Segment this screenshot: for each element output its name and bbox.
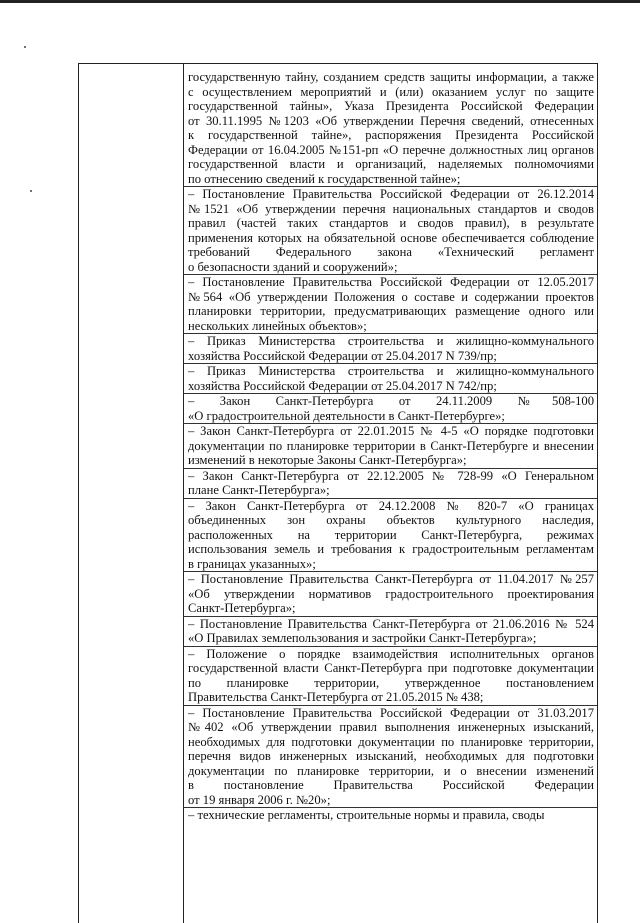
text-line: хозяйства Российской Федерации от 25.04.2017 N 742/пр; — [188, 378, 497, 393]
text-line: от 19 января 2006 г. №20»; — [188, 792, 331, 807]
text-line: к государственной тайне», распоряжения Президента Российской — [188, 128, 594, 142]
text-line: государственную тайну, созданием средств защиты информации, а также — [188, 70, 594, 84]
text-line: расположенных на территории Санкт-Петербурга, режимах — [188, 527, 594, 542]
scan-speck — [24, 46, 26, 48]
list-item — [188, 394, 594, 423]
text-line: нескольких линейных объектов»; — [188, 318, 367, 333]
scan-speck — [30, 190, 32, 192]
text-line: – Постановление Правительства Российской Федерации от 31.03.2017 — [188, 705, 594, 720]
text-line: – Положение о порядке взаимодействия исполнительных органов — [188, 646, 594, 661]
text-line: – Закон Санкт-Петербурга от 22.12.2005 № 728-99 «О Генеральном — [188, 468, 594, 483]
text-line: изменений в некоторые Законы Санкт-Петербурга»; — [188, 453, 467, 467]
text-line: применения которых на обязательной основе обеспечивается соблюдение — [188, 230, 594, 245]
text-line: №1521 «Об утверждении перечня национальных стандартов и сводов — [188, 201, 594, 216]
text-line: правил (частей таких стандартов и сводов правил), в результате — [188, 216, 594, 230]
text-line: использования земель и требования к градостроительным регламентам — [188, 542, 594, 556]
text-line: – Приказ Министерства строительства и жилищно-коммунального — [188, 334, 594, 348]
text-line: государственной власти Санкт-Петербурга при подготовке документации — [188, 661, 594, 675]
list-item — [188, 70, 594, 186]
text-line: в постановление Правительства Российской Федерации — [188, 778, 594, 792]
text-line: перечня видов инженерных изысканий, необходимых для подготовки — [188, 749, 594, 763]
text-line: «О Правилах землепользования и застройки Санкт-Петербурга»; — [188, 631, 537, 645]
text-line: – Закон Санкт-Петербурга от 24.12.2008 № 820-7 «О границах — [188, 498, 594, 513]
text-line: от 30.11.1995 №1203 «Об утверждении Перечня сведений, отнесенных — [188, 113, 594, 128]
column-divider — [183, 64, 184, 923]
text-line: государственной тайны», Указа Президента Российской Федерации — [188, 99, 594, 113]
list-item — [188, 334, 594, 363]
text-line: – Закон Санкт-Петербурга от 22.01.2015 № 4-5 «О порядке подготовки — [188, 424, 594, 438]
text-line: по планировке территории, утвержденное постановлением — [188, 675, 594, 690]
text-line: необходимых для подготовки документации по планировке территории, — [188, 734, 594, 749]
text-line: документации по планировке территории в Санкт-Петербурге и внесении — [188, 438, 594, 453]
list-item — [188, 187, 594, 274]
text-line: – Закон Санкт-Петербурга от 24.11.2009 №508-100 — [188, 394, 594, 408]
text-line: документации по планировке территории, и о внесении изменений — [188, 763, 594, 778]
text-line: – Постановление Правительства Санкт-Петербурга от 11.04.2017 №257 — [188, 572, 594, 586]
text-line: – Постановление Правительства Санкт-Петербурга от 21.06.2016 № 524 — [188, 616, 594, 631]
text-line: №402 «Об утверждении правил выполнения инженерных изысканий, — [188, 720, 594, 734]
text-line: хозяйства Российской Федерации от 25.04.2017 N 739/пр; — [188, 348, 497, 363]
text-line: – Приказ Министерства строительства и жилищно-коммунального — [188, 364, 594, 378]
list-item — [188, 469, 594, 498]
text-line: «Об утверждении нормативов градостроительного проектирования — [188, 586, 594, 601]
text-line: Санкт-Петербурга»; — [188, 601, 296, 615]
text-line: – Постановление Правительства Российской Федерации от 26.12.2014 — [188, 187, 594, 201]
document-table — [78, 63, 598, 923]
list-item — [188, 364, 594, 393]
text-line: – Постановление Правительства Российской Федерации от 12.05.2017 — [188, 275, 594, 289]
text-line: с осуществлением мероприятий и (или) оказанием услуг по защите — [188, 84, 594, 99]
text-line: требований Федерального закона «Технический регламент — [188, 245, 594, 259]
table-cell-content — [188, 70, 594, 823]
list-item — [188, 572, 594, 616]
text-line: по отнесению сведений к государственной тайне»; — [188, 171, 461, 186]
text-line: плане Санкт-Петербурга»; — [188, 483, 330, 497]
list-item — [188, 647, 594, 705]
text-line: – технические регламенты, строительные нормы и правила, своды — [188, 808, 545, 822]
text-line: объединенных зон охраны объектов культурного наследия, — [188, 513, 594, 527]
text-line: о безопасности зданий и сооружений»; — [188, 259, 398, 274]
text-line: Федерации от 16.04.2005 №151-рп «О перечне должностных лиц органов — [188, 142, 594, 157]
text-line: №564 «Об утверждении Положения о составе и содержании проектов — [188, 289, 594, 304]
text-line: планировки территории, предусматривающих размещение одного или — [188, 304, 594, 318]
text-line: в границах указанных»; — [188, 556, 316, 571]
list-item — [188, 499, 594, 572]
list-item — [188, 424, 594, 468]
page-top-edge — [0, 0, 640, 3]
list-item — [188, 706, 594, 808]
text-line: государственной власти и организаций, наделяемых полномочиями — [188, 157, 594, 171]
list-item — [188, 808, 594, 823]
list-item — [188, 275, 594, 333]
text-line: «О градостроительной деятельности в Санкт-Петербурге»; — [188, 408, 505, 423]
list-item — [188, 617, 594, 646]
text-line: Правительства Санкт-Петербурга от 21.05.2015 № 438; — [188, 690, 484, 704]
